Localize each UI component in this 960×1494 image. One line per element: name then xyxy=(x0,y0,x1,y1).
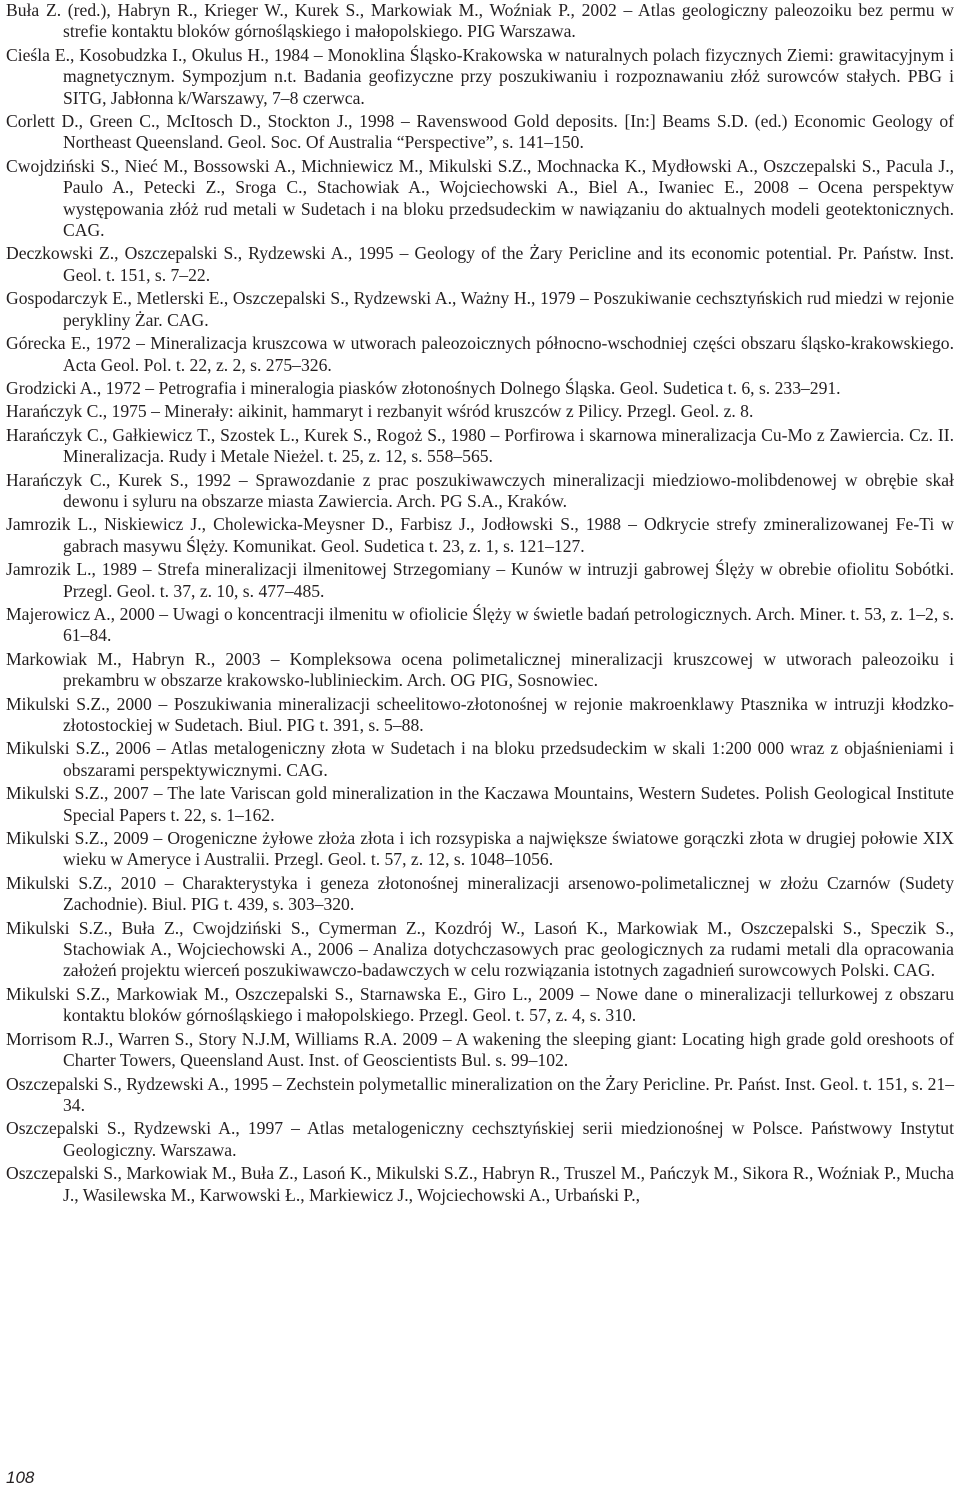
reference-entry: Gospodarczyk E., Metlerski E., Oszczepalski S., Rydzewski A., Ważny H., 1979 – Poszukiwanie cechsztyńskich rud miedzi w rejonie perykliny Żar. CAG. xyxy=(6,288,954,330)
reference-entry: Corlett D., Green C., McItosch D., Stockton J., 1998 – Ravenswood Gold deposits. [In:] Beams S.D. (ed.) Economic Geology of Northeast Queensland. Geol. Soc. Of Australia “Perspective”, s. 141–150. xyxy=(6,111,954,153)
reference-entry: Harańczyk C., Kurek S., 1992 – Sprawozdanie z prac poszukiwawczych mineralizacji miedziowo-molibdenowej w obrębie skał dewonu i syluru na obszarze miasta Zawiercia. Arch. PG S.A., Kraków. xyxy=(6,469,954,511)
reference-entry: Mikulski S.Z., 2009 – Orogeniczne żyłowe złoża złota i ich rozsypiska a największe światowe gorączki złota w drugiej połowie XIX wieku w Ameryce i Australii. Przegl. Geol. t. 57, z. 12, s. 1048–1056. xyxy=(6,828,954,870)
reference-entry: Jamrozik L., Niskiewicz J., Cholewicka-Meysner D., Farbisz J., Jodłowski S., 1988 – Odkrycie strefy zmineralizowanej Fe-Ti w gabrach masywu Ślęży. Komunikat. Geol. Sudetica t. 23, z. 1, s. 121–127. xyxy=(6,514,954,556)
reference-entry: Morrisom R.J., Warren S., Story N.J.M, Williams R.A. 2009 – A wakening the sleeping giant: Locating high grade gold oreshoots of Charter Towers, Queensland Aust. Inst. of Geoscientists Bul. s. 99–102. xyxy=(6,1028,954,1071)
reference-entry: Mikulski S.Z., 2010 – Charakterystyka i geneza złotonośnej mineralizacji arsenowo-polimetalicznej w złożu Czarnów (Sudety Zachodnie). Biul. PIG t. 439, s. 303–320. xyxy=(6,872,954,915)
reference-entry: Mikulski S.Z., Buła Z., Cwojdziński S., Cymerman Z., Kozdrój W., Lasoń K., Markowiak M., Oszczepalski S., Speczik S., Stachowiak A., Wojciechowski A., 2006 – Analiza dotychczasowych prac geologicznych za rudami metali dla opracowania założeń projektu wierceń poszukiwawczo-badawczych w celu rozwiązania istotnych zagadnień surowcowych Polski. CAG. xyxy=(6,917,954,981)
reference-entry: Mikulski S.Z., 2000 – Poszukiwania mineralizacji scheelitowo-złotonośnej w rejonie makroenklawy Ptasznika w intruzji kłodzko-złotostockiej w Sudetach. Biul. PIG t. 391, s. 5–88. xyxy=(6,693,954,735)
reference-entry: Deczkowski Z., Oszczepalski S., Rydzewski A., 1995 – Geology of the Żary Pericline and its economic potential. Pr. Państw. Inst. Geol. t. 151, s. 7–22. xyxy=(6,243,954,285)
page-number: 108 xyxy=(6,1468,35,1487)
reference-entry: Cwojdziński S., Nieć M., Bossowski A., Michniewicz M., Mikulski S.Z., Mochnacka K., Mydłowski A., Oszczepalski S., Pacula J., Paulo A., Petecki Z., Sroga C., Stachowiak A., Wojciechowski A., Biel A., Iwaniec E., 2008 – Ocena perspektyw występowania złóż rud metali w Sudetach i na bloku przedsudeckim w nawiązaniu do aktualnych modeli geotektonicznych. CAG. xyxy=(6,155,954,241)
reference-entry: Górecka E., 1972 – Mineralizacja kruszcowa w utworach paleozoicznych północno-wschodniej części obszaru śląsko-krakowskiego. Acta Geol. Pol. t. 22, z. 2, s. 275–326. xyxy=(6,333,954,375)
reference-entry: Harańczyk C., Gałkiewicz T., Szostek L., Kurek S., Rogoż S., 1980 – Porfirowa i skarnowa mineralizacja Cu-Mo z Zawiercia. Cz. II. Mineralizacja. Rudy i Metale Nieżel. t. 25, z. 12, s. 558–565. xyxy=(6,424,954,467)
reference-entry: Buła Z. (red.), Habryn R., Krieger W., Kurek S., Markowiak M., Woźniak P., 2002 – Atlas geologiczny paleozoiku bez permu w strefie kontaktu bloków górnośląskiego i małopolskiego. PIG Warszawa. xyxy=(6,0,954,42)
reference-entry: Mikulski S.Z., 2006 – Atlas metalogeniczny złota w Sudetach i na bloku przedsudeckim w skali 1:200 000 wraz z objaśnieniami i obszarami perspektywicznymi. CAG. xyxy=(6,738,954,780)
reference-entry: Oszczepalski S., Rydzewski A., 1997 – Atlas metalogeniczny cechsztyńskiej serii miedzionośnej w Polsce. Państwowy Instytut Geologiczny. Warszawa. xyxy=(6,1118,954,1160)
reference-entry: Mikulski S.Z., Markowiak M., Oszczepalski S., Starnawska E., Giro L., 2009 – Nowe dane o mineralizacji tellurkowej z obszaru kontaktu bloków górnośląskiego i małopolskiego. Przegl. Geol. t. 57, z. 4, s. 310. xyxy=(6,983,954,1026)
reference-entry: Mikulski S.Z., 2007 – The late Variscan gold mineralization in the Kaczawa Mountains, Western Sudetes. Polish Geological Institute Special Papers t. 22, s. 1–162. xyxy=(6,783,954,825)
reference-list xyxy=(6,0,954,1208)
reference-entry: Grodzicki A., 1972 – Petrografia i mineralogia piasków złotonośnych Dolnego Śląska. Geol. Sudetica t. 6, s. 233–291. xyxy=(6,377,841,398)
reference-entry: Oszczepalski S., Rydzewski A., 1995 – Zechstein polymetallic mineralization on the Żary Pericline. Pr. Państ. Inst. Geol. t. 151, s. 21–34. xyxy=(6,1073,954,1115)
reference-entry: Markowiak M., Habryn R., 2003 – Kompleksowa ocena polimetalicznej mineralizacji kruszcowej w utworach paleozoiku i prekambru w obszarze krakowsko-lublinieckim. Arch. OG PIG, Sosnowiec. xyxy=(6,648,954,691)
reference-entry: Oszczepalski S., Markowiak M., Buła Z., Lasoń K., Mikulski S.Z., Habryn R., Truszel M., Pańczyk M., Sikora R., Woźniak P., Mucha J., Wasilewska M., Karwowski Ł., Markiewicz J., Wojciechowski A., Urbański P., xyxy=(6,1163,954,1205)
reference-entry: Majerowicz A., 2000 – Uwagi o koncentracji ilmenitu w ofiolicie Ślęży w świetle badań petrologicznych. Arch. Miner. t. 53, z. 1–2, s. 61–84. xyxy=(6,603,954,646)
reference-entry: Jamrozik L., 1989 – Strefa mineralizacji ilmenitowej Strzegomiany – Kunów w intruzji gabrowej Ślęży w obrebie ofiolitu Sobótki. Przegl. Geol. t. 37, z. 10, s. 477–485. xyxy=(6,559,954,601)
reference-entry: Cieśla E., Kosobudzka I., Okulus H., 1984 – Monoklina Śląsko-Krakowska w naturalnych polach fizycznych Ziemi: grawitacyjnym i magnetycznym. Sympozjum n.t. Badania geofizyczne przy poszukiwaniu i rozpoznawaniu złóż surowców stałych. PBG i SITG, Jabłonna k/Warszawy, 7–8 czerwca. xyxy=(6,44,954,108)
reference-entry: Harańczyk C., 1975 – Minerały: aikinit, hammaryt i rezbanyit wśród kruszców z Pilicy. Przegl. Geol. z. 8. xyxy=(6,401,754,422)
